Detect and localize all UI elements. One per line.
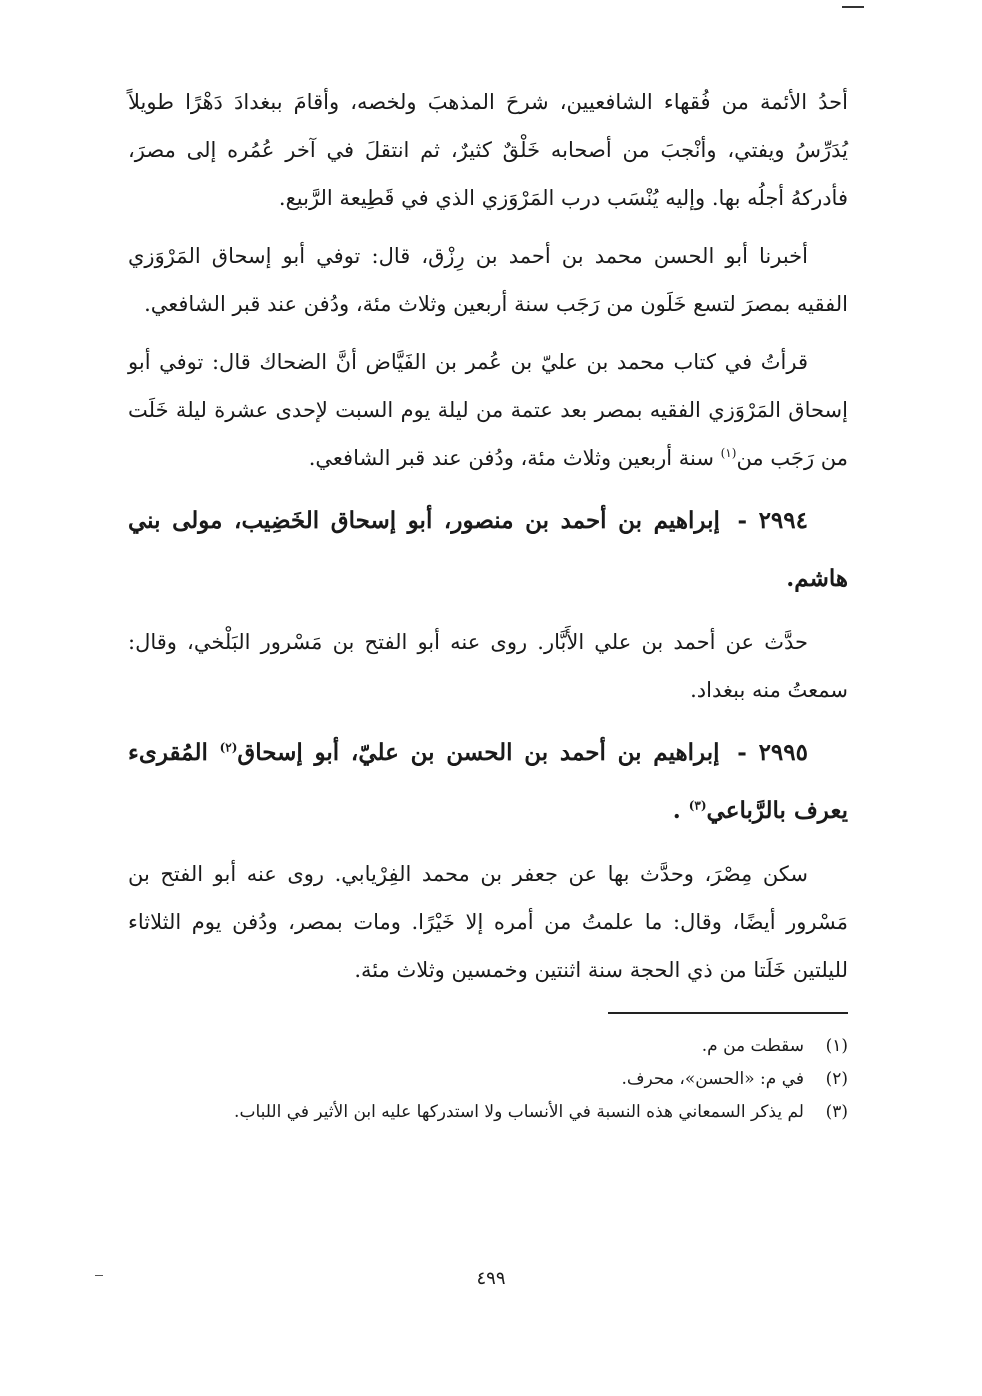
footnote-separator [608,1012,848,1014]
footnote-text: لم يذكر السمعاني هذه النسبة في الأنساب ولا استدركها عليه ابن الأثير في اللباب. [234,1102,804,1122]
footnote-item [128,1030,848,1063]
entry-heading-2994 [128,492,848,608]
paragraph-3 [128,338,848,482]
footnote-ref-1: (١) [720,446,737,460]
entry-number: ٢٩٩٥ - [737,739,808,766]
footnote-number: (١) [825,1036,848,1056]
footnote-ref-2: (٢) [219,740,238,755]
paragraph-3-part-b: سنة أربعين وثلاث مئة، ودُفن عند قبر الشافعي. [308,446,721,470]
top-margin-mark [842,6,864,8]
footnote-item [128,1063,848,1096]
paragraph-1: أحدُ الأئمة من فُقهاء الشافعيين، شرحَ المذهبَ ولخصه، وأقامَ ببغدادَ دَهْرًا طويلاً يُدَرِّسُ ويفتي، وأنْجبَ من أصحابه خَلْقٌ كثيرٌ، ثم انتقلَ في آخر عُمُره إلى مصرَ، فأدركهُ أجلُه بها. وإليه يُنْسَب درب المَرْوَزي الذي في قَطِيعة الرَّبيع. [128,90,848,210]
footnote-text: سقطت من م. [701,1036,804,1056]
footnotes [128,1030,848,1129]
entry-title-part-b: المُقرىء يعرف بالرَّباعي [128,739,848,824]
entry-title-part-c: . [672,797,689,824]
paragraph-3-part-a: قرأتُ في كتاب محمد بن عليّ بن عُمر بن الفَيَّاض أنَّ الضحاك قال: توفي أبو إسحاق المَرْوَزي الفقيه بمصر بعد عتمة من ليلة يوم السبت لإحدى عشرة ليلة خَلَت من رَجَب من [128,350,848,470]
paragraph-5: سكن مِصْرَ، وحدَّث بها عن جعفر بن محمد الفِرْيابي. روى عنه أبو الفتح بن مَسْرور أيضًا، وقال: ما علمتُ من أمره إلا خَيْرًا. ومات بمصر، ودُفن يوم الثلاثاء لليلتين خَلَتا من ذي الحجة سنة اثنتين وخمسين وثلاث مئة. [128,862,848,982]
footnote-number: (٣) [825,1102,848,1122]
entry-heading-2995 [128,724,848,840]
entry-title: إبراهيم بن أحمد بن منصور، أبو إسحاق الخَضِيب، مولى بني هاشم. [128,507,848,592]
footnote-number: (٢) [825,1069,848,1089]
footnote-item [128,1096,848,1129]
bottom-margin-mark [95,1275,103,1276]
book-page [128,78,848,1129]
footnote-ref-3: (٣) [688,798,707,813]
footnote-text: في م: «الحسن»، محرف. [621,1069,804,1089]
paragraph-4: حدَّث عن أحمد بن علي الأَبَّار. روى عنه أبو الفتح بن مَسْرور البَلْخي، وقال: سمعتُ منه ببغداد. [128,630,848,702]
entry-title-part-a: إبراهيم بن أحمد بن الحسن بن عليّ، أبو إسحاق [237,739,720,766]
paragraph-2: أخبرنا أبو الحسن محمد بن أحمد بن رِزْق، قال: توفي أبو إسحاق المَرْوَزي الفقيه بمصرَ لتسع خَلَون من رَجَب سنة أربعين وثلاث مئة، ودُفن عند قبر الشافعي. [128,244,848,316]
entry-number: ٢٩٩٤ - [737,507,808,534]
page-number: ٤٩٩ [476,1268,506,1289]
